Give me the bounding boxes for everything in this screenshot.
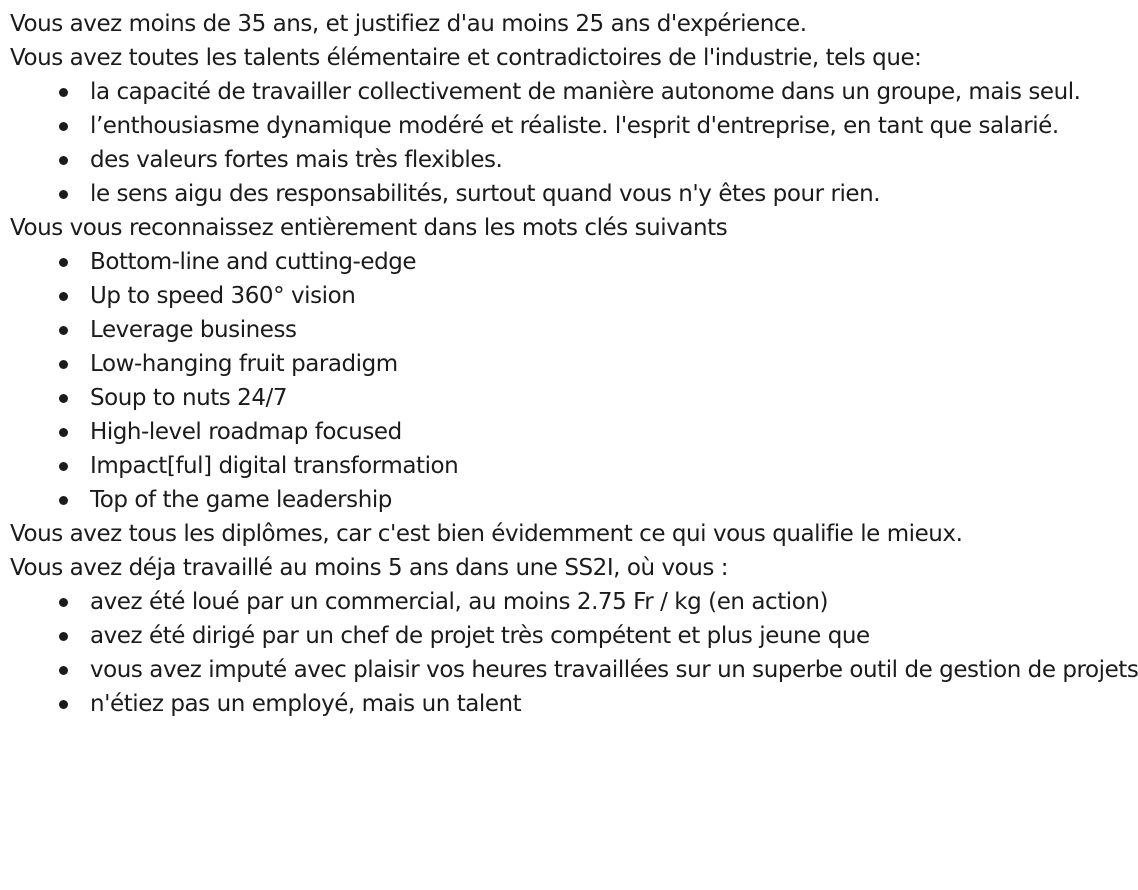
ss2i-list <box>10 585 1138 721</box>
list-item-text: Impact[ful] digital transformation <box>90 453 459 479</box>
bullet-icon <box>59 428 68 437</box>
bullet-icon <box>59 666 68 675</box>
list-item-text: le sens aigu des responsabilités, surtout quand vous n'y êtes pour rien. <box>90 181 881 207</box>
bullet-icon <box>59 258 68 267</box>
list-item-text: Bottom-line and cutting-edge <box>90 249 417 275</box>
bullet-icon <box>59 462 68 471</box>
list-item-text: avez été loué par un commercial, au moins 2.75 Fr / kg (en action) <box>90 589 829 615</box>
list-item-text: vous avez imputé avec plaisir vos heures travaillées sur un superbe outil de gestion de projets <box>90 657 1138 683</box>
list-item <box>10 483 1138 517</box>
list-item <box>10 585 1138 619</box>
paragraph-keywords-intro: Vous vous reconnaissez entièrement dans les mots clés suivants <box>10 215 728 241</box>
list-item <box>10 687 1138 721</box>
bullet-icon <box>59 632 68 641</box>
list-item-text: l’enthousiasme dynamique modéré et réaliste. l'esprit d'entreprise, en tant que salarié. <box>90 113 1059 139</box>
bullet-icon <box>59 360 68 369</box>
paragraph-talents-intro: Vous avez toutes les talents élémentaire et contradictoires de l'industrie, tels que: <box>10 45 922 71</box>
list-item-text: la capacité de travailler collectivement de manière autonome dans un groupe, mais seul. <box>90 79 1081 105</box>
list-item-text: des valeurs fortes mais très flexibles. <box>90 147 503 173</box>
list-item-text: n'étiez pas un employé, mais un talent <box>90 691 522 717</box>
keywords-list <box>10 245 1138 517</box>
paragraph-age-experience: Vous avez moins de 35 ans, et justifiez d'au moins 25 ans d'expérience. <box>10 11 807 37</box>
list-item <box>10 381 1138 415</box>
bullet-icon <box>59 496 68 505</box>
list-item <box>10 279 1138 313</box>
list-item-text: avez été dirigé par un chef de projet très compétent et plus jeune que <box>90 623 870 649</box>
list-item <box>10 75 1138 109</box>
list-item <box>10 177 1138 211</box>
bullet-icon <box>59 292 68 301</box>
list-item-text: Soup to nuts 24/7 <box>90 385 288 411</box>
paragraph-diplomas: Vous avez tous les diplômes, car c'est bien évidemment ce qui vous qualifie le mieux. <box>10 521 963 547</box>
bullet-icon <box>59 700 68 709</box>
document-body <box>10 7 1138 721</box>
bullet-icon <box>59 156 68 165</box>
list-item <box>10 143 1138 177</box>
bullet-icon <box>59 394 68 403</box>
bullet-icon <box>59 190 68 199</box>
list-item-text: Leverage business <box>90 317 297 343</box>
list-item-text: Up to speed 360° vision <box>90 283 356 309</box>
bullet-icon <box>59 88 68 97</box>
list-item <box>10 313 1138 347</box>
list-item-text: Low-hanging fruit paradigm <box>90 351 398 377</box>
talents-list <box>10 75 1138 211</box>
bullet-icon <box>59 598 68 607</box>
bullet-icon <box>59 326 68 335</box>
list-item <box>10 619 1138 653</box>
list-item <box>10 109 1138 143</box>
list-item-text: High-level roadmap focused <box>90 419 402 445</box>
paragraph-ss2i-intro: Vous avez déja travaillé au moins 5 ans dans une SS2I, où vous : <box>10 555 729 581</box>
list-item <box>10 653 1138 687</box>
list-item <box>10 245 1138 279</box>
list-item <box>10 449 1138 483</box>
list-item-text: Top of the game leadership <box>90 487 392 513</box>
bullet-icon <box>59 122 68 131</box>
list-item <box>10 347 1138 381</box>
list-item <box>10 415 1138 449</box>
